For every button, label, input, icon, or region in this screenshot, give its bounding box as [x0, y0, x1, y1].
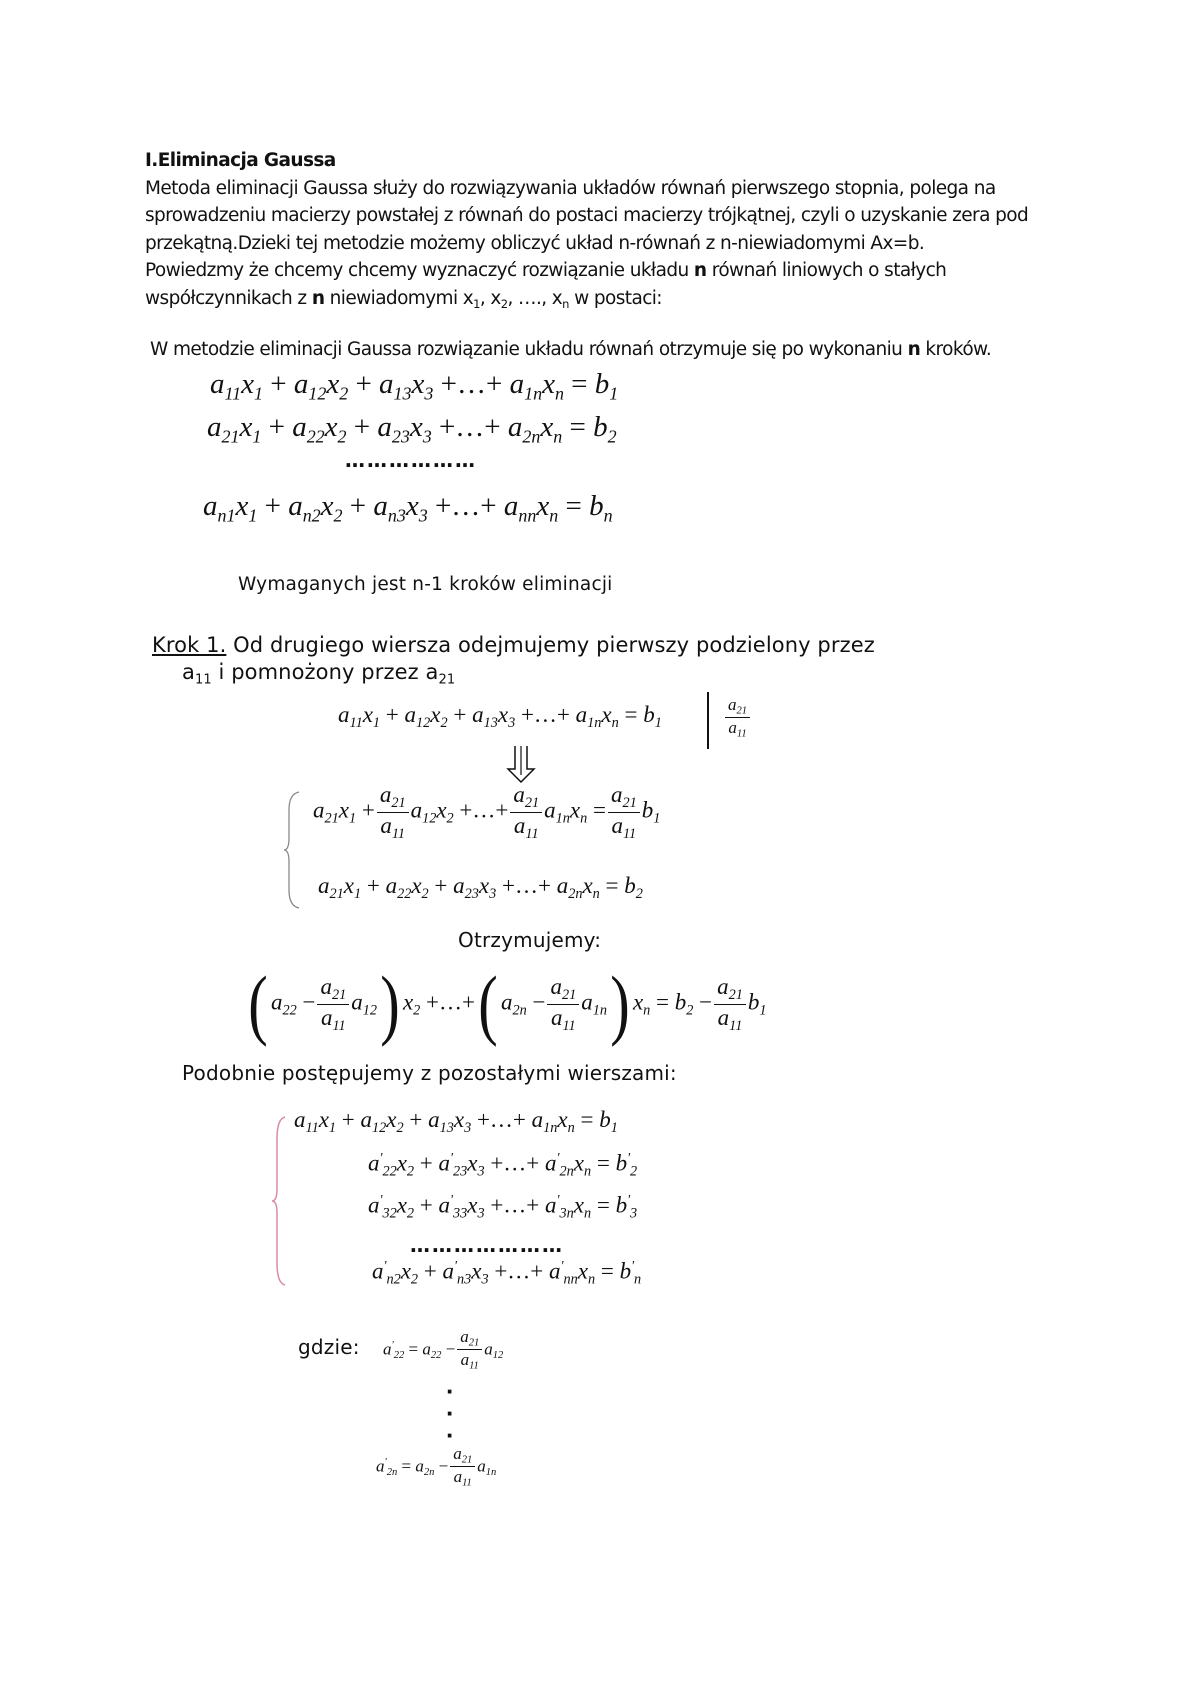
pink-brace-icon — [271, 1115, 287, 1292]
reduced-row-3: $a'_{32}x_2 + a'_{33}x_3$ +…+ $a'_{3n}x_n = b'_3$ — [368, 1192, 638, 1222]
step1-scaled-row: $a_{21}x_1$ + $\frac{a_{21}}{a_{11}}$ $a_{12}x_2$ +…+ $\frac{a_{21}}{a_{11}}$ $a_{1n}x_n$ = $\frac{a_{21}}{a_{11}}$ $b_1$ — [313, 782, 661, 842]
vertical-dot-1: · — [446, 1376, 455, 1406]
intro-line-3: przekątną.Dzieki tej metodzie możemy obliczyć układ n-równań z n-niewiadomymi Ax=b. — [145, 232, 925, 254]
step1-heading-cont: $a_{11}$ i pomnożony przez $a_{21}$ — [182, 660, 456, 688]
coef-definition-2n: $a'_{2n} = a_{2n}$ − $\frac{a_{21}}{a_{11}}$ $a_{1n}$ — [376, 1444, 497, 1489]
section-title: I.Eliminacja Gaussa — [145, 150, 336, 171]
vertical-dot-2: · — [446, 1398, 455, 1428]
intro-line-2: sprowadzeniu macierzy powstałej z równań do postaci macierzy trójkątnej, czyli o uzyskanie zera pod — [145, 205, 1029, 227]
divider-bar — [707, 692, 709, 749]
step1-row2: $a_{21}x_1 + a_{22}x_2 + a_{23}x_3$ +…+ $a_{2n}x_n = b_2$ — [318, 873, 643, 902]
obtain-label: Otrzymujemy: — [458, 928, 602, 952]
reduced-row-n: $a'_{n2}x_2 + a'_{n3}x_3$ +…+ $a'_{nn}x_n = b'_n$ — [372, 1258, 642, 1288]
left-brace-icon — [283, 790, 301, 915]
gdzie-label: gdzie: — [298, 1335, 360, 1359]
reduced-ellipsis: ………………… — [410, 1233, 564, 1257]
intro-line-4: Powiedzmy że chcemy chcemy wyznaczyć rozwiązanie układu n równań liniowych o stałych — [145, 260, 947, 282]
similarly-label: Podobnie postępujemy z pozostałymi wierszami: — [182, 1061, 677, 1085]
step1-heading: Krok 1. Od drugiego wiersza odejmujemy pierwszy podzielony przez — [152, 633, 875, 657]
equation-row-2: $a_{21}x_1 + a_{22}x_2 + a_{23}x_3$ +…+ $a_{2n}x_n = b_2$ — [207, 411, 617, 447]
multiplier-fraction: $\frac{a_{21}}{a_{11}}$ — [723, 696, 752, 741]
equation-row-1: $a_{11}x_1 + a_{12}x_2 + a_{13}x_3$ +…+ $a_{1n}x_n = b_1$ — [210, 368, 619, 404]
reduced-row-1: $a_{11}x_1 + a_{12}x_2 + a_{13}x_3$ +…+ $a_{1n}x_n = b_1$ — [294, 1107, 618, 1136]
intro-line-5: współczynnikach z n niewiadomymi $x_1$, $x_2$, …., $x_n$ w postaci: — [145, 287, 662, 311]
required-steps-text: Wymaganych jest n-1 kroków eliminacji — [238, 574, 613, 595]
vertical-dot-3: · — [446, 1420, 455, 1450]
equation-row-n: $a_{n1}x_1 + a_{n2}x_2 + a_{n3}x_3$ +…+ $a_{nn}x_n = b_n$ — [203, 490, 613, 526]
reduced-row-2: $a'_{22}x_2 + a'_{23}x_3$ +…+ $a'_{2n}x_n = b'_2$ — [368, 1150, 638, 1180]
step1-result-equation: ( $a_{22}$ − $\frac{a_{21}}{a_{11}}$ $a_{12}$) $x_2$ +…+( $a_{2n}$ − $\frac{a_{21}}{a_{11}}$ $a_{1n}$) $x_n = b_2$ − $\frac{a_{21}}{a_{11}}$ $b_1$ — [248, 960, 767, 1047]
method-sentence: W metodzie eliminacji Gaussa rozwiązanie układu równań otrzymuje się po wykonaniu n kroków. — [150, 339, 992, 360]
intro-section — [145, 147, 1085, 319]
equation-ellipsis: ……………… — [345, 448, 477, 472]
coef-definition-22: $a'_{22} = a_{22}$ − $\frac{a_{21}}{a_{11}}$ $a_{12}$ — [383, 1327, 504, 1372]
step1-row1: $a_{11}x_1 + a_{12}x_2 + a_{13}x_3$ +…+ $a_{1n}x_n = b_1$ — [338, 702, 662, 731]
intro-line-1: Metoda eliminacji Gaussa służy do rozwiązywania układów równań pierwszego stopnia, polega na — [145, 177, 996, 199]
